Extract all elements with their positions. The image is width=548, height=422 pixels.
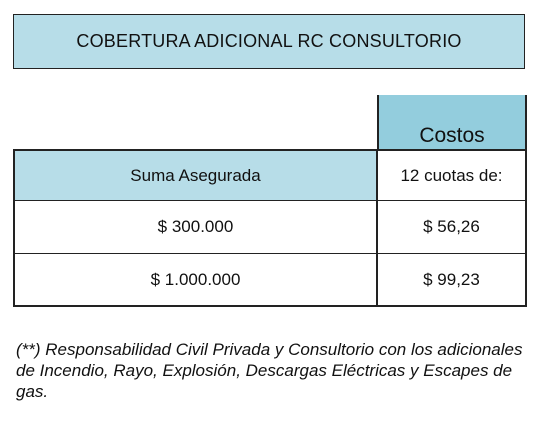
- installment-cell: [378, 201, 525, 253]
- installment-value: $ 99,23: [423, 269, 480, 289]
- costs-column-header: [377, 95, 527, 151]
- installment-cell: [378, 254, 525, 305]
- coverage-table: [13, 95, 527, 307]
- footnote-text: (**) Responsabilidad Civil Privada y Consultorio con los adicionales de Incendio, Rayo, Explosión, Descargas Eléctricas y Escapes de gas.: [16, 340, 523, 401]
- installments-header-text: 12 cuotas de:: [400, 165, 503, 185]
- insured-sum-cell: [15, 254, 378, 305]
- insured-sum-header: [15, 151, 378, 200]
- table-header-row: [13, 149, 527, 201]
- installments-header: [378, 151, 525, 200]
- insured-sum-value: $ 300.000: [157, 217, 234, 236]
- insured-sum-header-text: Suma Asegurada: [130, 165, 261, 185]
- footnote: [16, 339, 536, 402]
- insured-sum-value: $ 1.000.000: [150, 269, 241, 289]
- insured-sum-cell: [15, 201, 378, 253]
- costs-header-text: Costos: [419, 124, 485, 147]
- document-title: [13, 14, 525, 69]
- table-row: [13, 201, 527, 254]
- document-title-text: COBERTURA ADICIONAL RC CONSULTORIO: [76, 31, 462, 51]
- installment-value: $ 56,26: [423, 217, 480, 236]
- table-row: [13, 254, 527, 307]
